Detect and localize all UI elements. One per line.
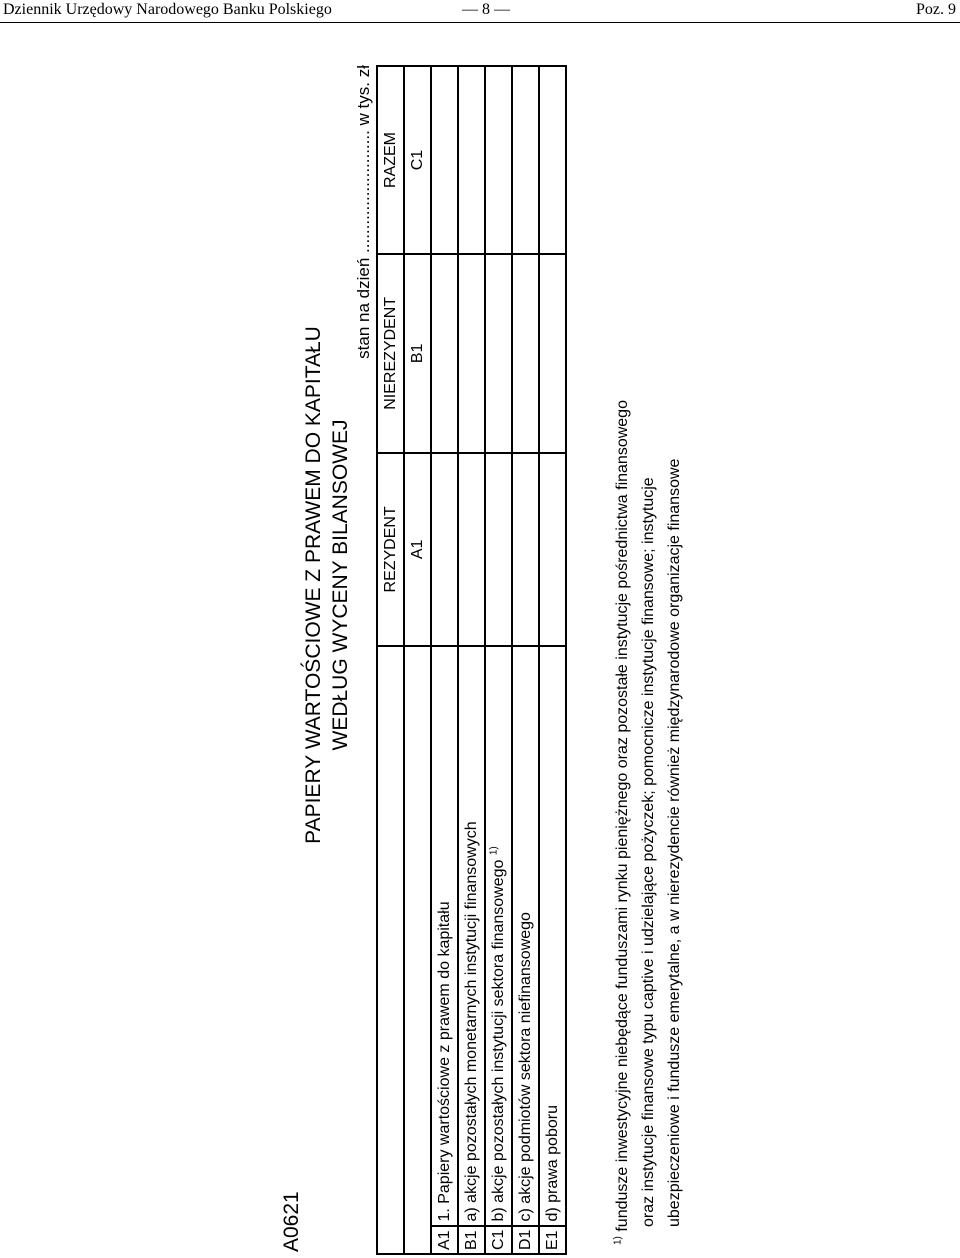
footnote-marker: 1) <box>612 1236 624 1245</box>
column-code-c1: C1 <box>404 66 431 254</box>
table-row <box>458 66 485 1254</box>
value-cell[interactable] <box>539 453 566 647</box>
form-code: A0621 <box>280 1191 303 1252</box>
footnote-line-2: oraz instytucje finansowe typu captive i udzielające pożyczek; pomocnicze instytucje finansowe; instytucje <box>640 477 657 1227</box>
column-header-razem: RAZEM <box>377 66 404 254</box>
rotated-form <box>270 65 960 1255</box>
footnote-line-1 <box>610 75 636 1245</box>
column-code-b1: B1 <box>404 254 431 453</box>
value-cell[interactable] <box>431 453 458 647</box>
row-code: E1 <box>539 1226 566 1254</box>
footnote <box>610 75 688 1245</box>
table-code-row <box>404 66 431 1254</box>
column-header-rezydent: REZYDENT <box>377 453 404 647</box>
value-cell[interactable] <box>485 66 512 254</box>
table-row <box>485 66 512 1254</box>
row-label-cell <box>485 646 512 1225</box>
value-cell[interactable] <box>431 254 458 453</box>
value-cell[interactable] <box>512 66 539 254</box>
row-label: b) akcje pozostałych instytucji sektora finansowego <box>489 859 507 1222</box>
column-code-a1: A1 <box>404 453 431 647</box>
position-number: Poz. 9 <box>916 1 956 18</box>
row-code: B1 <box>458 1226 485 1254</box>
value-cell[interactable] <box>512 453 539 647</box>
row-code: C1 <box>485 1226 512 1254</box>
table-row <box>539 66 566 1254</box>
value-cell[interactable] <box>458 254 485 453</box>
page-number: — 8 — <box>462 1 510 18</box>
form-title <box>300 65 354 1105</box>
value-cell[interactable] <box>539 66 566 254</box>
value-cell[interactable] <box>431 66 458 254</box>
value-cell[interactable] <box>485 453 512 647</box>
row-label: 1. Papiery wartościowe z prawem do kapitału <box>431 646 458 1225</box>
row-label: c) akcje podmiotów sektora niefinansowego <box>512 646 539 1225</box>
data-table <box>376 65 567 1255</box>
title-line-2: WEDŁUG WYCENY BILANSOWEJ <box>329 419 352 751</box>
value-cell[interactable] <box>485 254 512 453</box>
code-empty-cell <box>404 646 431 1254</box>
title-line-1: PAPIERY WARTOŚCIOWE Z PRAWEM DO KAPITAŁU <box>302 326 325 844</box>
table-header-row <box>377 66 404 1254</box>
row-label: a) akcje pozostałych monetarnych instytucji finansowych <box>458 646 485 1225</box>
header-empty-cell <box>377 646 404 1254</box>
value-cell[interactable] <box>458 453 485 647</box>
row-code: D1 <box>512 1226 539 1254</box>
date-line: stan na dzień .......................... w tys. zł <box>354 65 373 359</box>
publication-name: Dziennik Urzędowy Narodowego Banku Polskiego <box>3 1 332 18</box>
page-header <box>0 0 960 23</box>
table-row <box>431 66 458 1254</box>
column-header-nierezydent: NIEREZYDENT <box>377 254 404 453</box>
value-cell[interactable] <box>512 254 539 453</box>
row-code: A1 <box>431 1226 458 1254</box>
footnote-line-3: ubezpieczeniowe i fundusze emerytalne, a w nierezydencie również międzynarodowe organizacje finansowe <box>666 458 683 1227</box>
row-label: d) prawa poboru <box>539 646 566 1225</box>
value-cell[interactable] <box>539 254 566 453</box>
table-row <box>512 66 539 1254</box>
value-cell[interactable] <box>458 66 485 254</box>
footnote-reference: 1) <box>488 846 500 856</box>
footnote-text-1: fundusze inwestycyjne niebędące funduszami rynku pieniężnego oraz pozostałe instytucje pośrednictwa finansowego <box>614 400 631 1232</box>
